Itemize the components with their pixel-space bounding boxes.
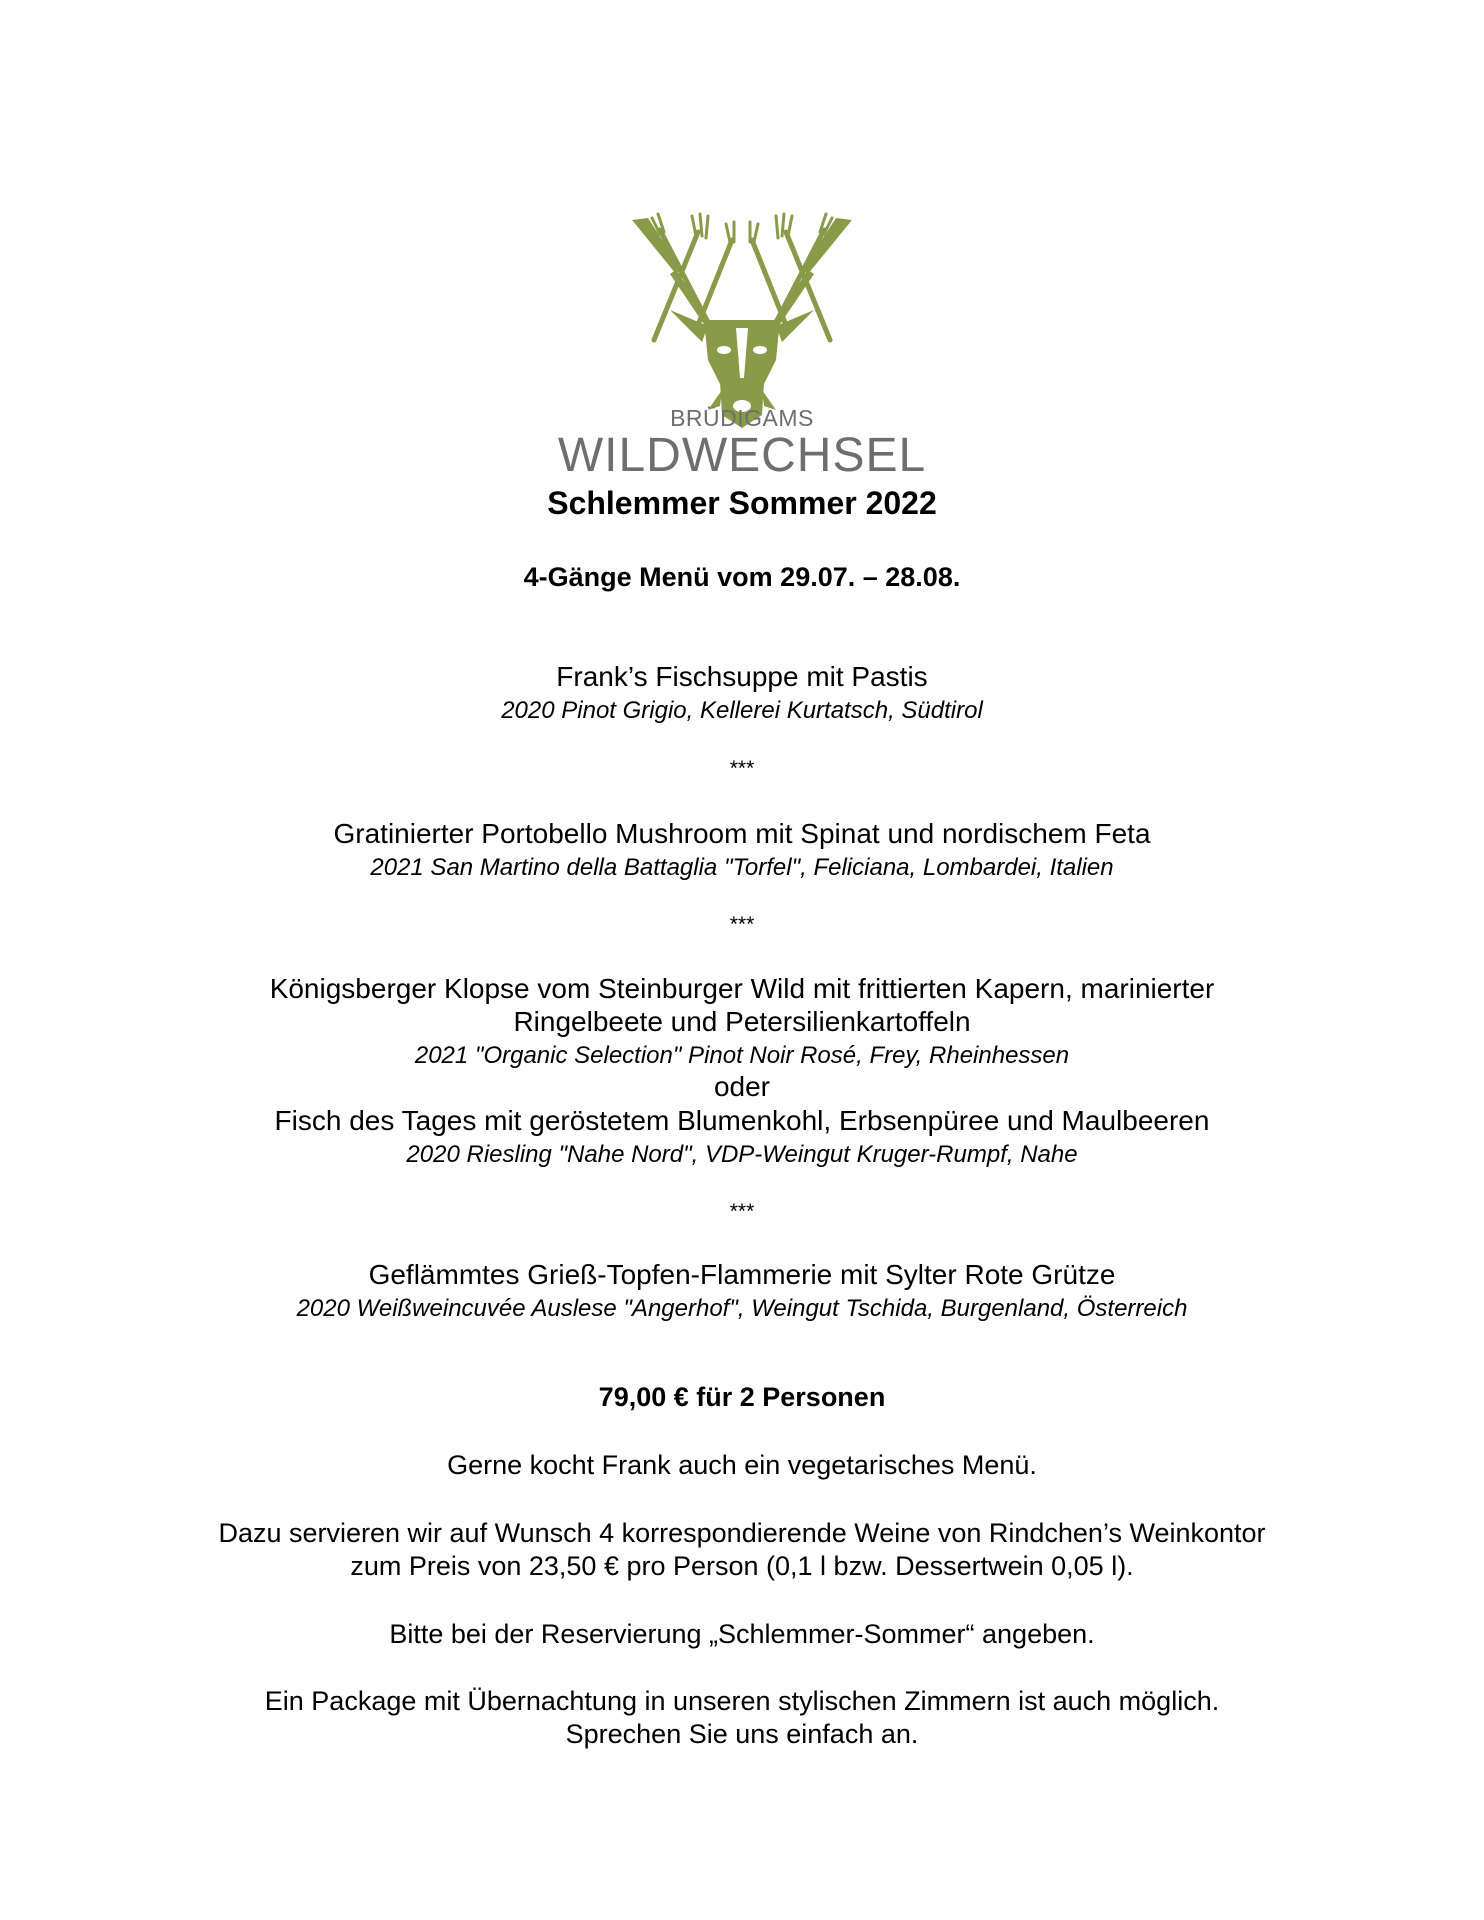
course-separator: *** [729,757,755,780]
vegetarian-note: Gerne kocht Frank auch ein vegetarisches Menü. [447,1450,1037,1480]
package-line2: Sprechen Sie uns einfach an. [565,1719,919,1749]
course3-dish-line1: Königsberger Klopse vom Steinburger Wild mit frittierten Kapern, marinierter [269,973,1215,1004]
course2-wine: 2021 San Martino della Battaglia "Torfel", Feliciana, Lombardei, Italien [370,854,1114,881]
course3-alt-dish: Fisch des Tages mit geröstetem Blumenkohl, Erbsenpüree und Maulbeeren [274,1105,1210,1136]
course4-dish: Geflämmtes Grieß-Topfen-Flammerie mit Sylter Rote Grütze [368,1259,1116,1290]
course3-or: oder [713,1071,771,1102]
menu-price: 79,00 € für 2 Personen [598,1382,886,1412]
course3-wine: 2021 "Organic Selection" Pinot Noir Rosé, Frey, Rheinhessen [414,1042,1070,1069]
menu-subtitle: 4-Gänge Menü vom 29.07. – 28.08. [523,562,961,592]
brand-name-large: WILDWECHSEL [557,429,927,482]
brand-name-small: BRÜDIGAMS [670,405,814,431]
course-separator: *** [729,1200,755,1223]
menu-title: Schlemmer Sommer 2022 [547,485,937,521]
course-separator: *** [729,913,755,936]
course2-dish: Gratinierter Portobello Mushroom mit Spinat und nordischem Feta [333,818,1151,849]
wine-pairing-line1: Dazu servieren wir auf Wunsch 4 korrespondierende Weine von Rindchen’s Weinkontor [218,1518,1266,1548]
course3-dish-line2: Ringelbeete und Petersilienkartoffeln [513,1006,971,1037]
course1-dish: Frank’s Fischsuppe mit Pastis [556,661,928,692]
course1-wine: 2020 Pinot Grigio, Kellerei Kurtatsch, Südtirol [501,697,983,724]
wine-pairing-line2: zum Preis von 23,50 € pro Person (0,1 l bzw. Dessertwein 0,05 l). [350,1551,1134,1581]
reservation-note: Bitte bei der Reservierung „Schlemmer-Sommer“ angeben. [389,1619,1095,1649]
package-line1: Ein Package mit Übernachtung in unseren stylischen Zimmern ist auch möglich. [264,1686,1220,1716]
course4-wine: 2020 Weißweincuvée Auslese "Angerhof", Weingut Tschida, Burgenland, Österreich [296,1295,1188,1322]
course3-alt-wine: 2020 Riesling "Nahe Nord", VDP-Weingut Kruger-Rumpf, Nahe [406,1141,1078,1168]
